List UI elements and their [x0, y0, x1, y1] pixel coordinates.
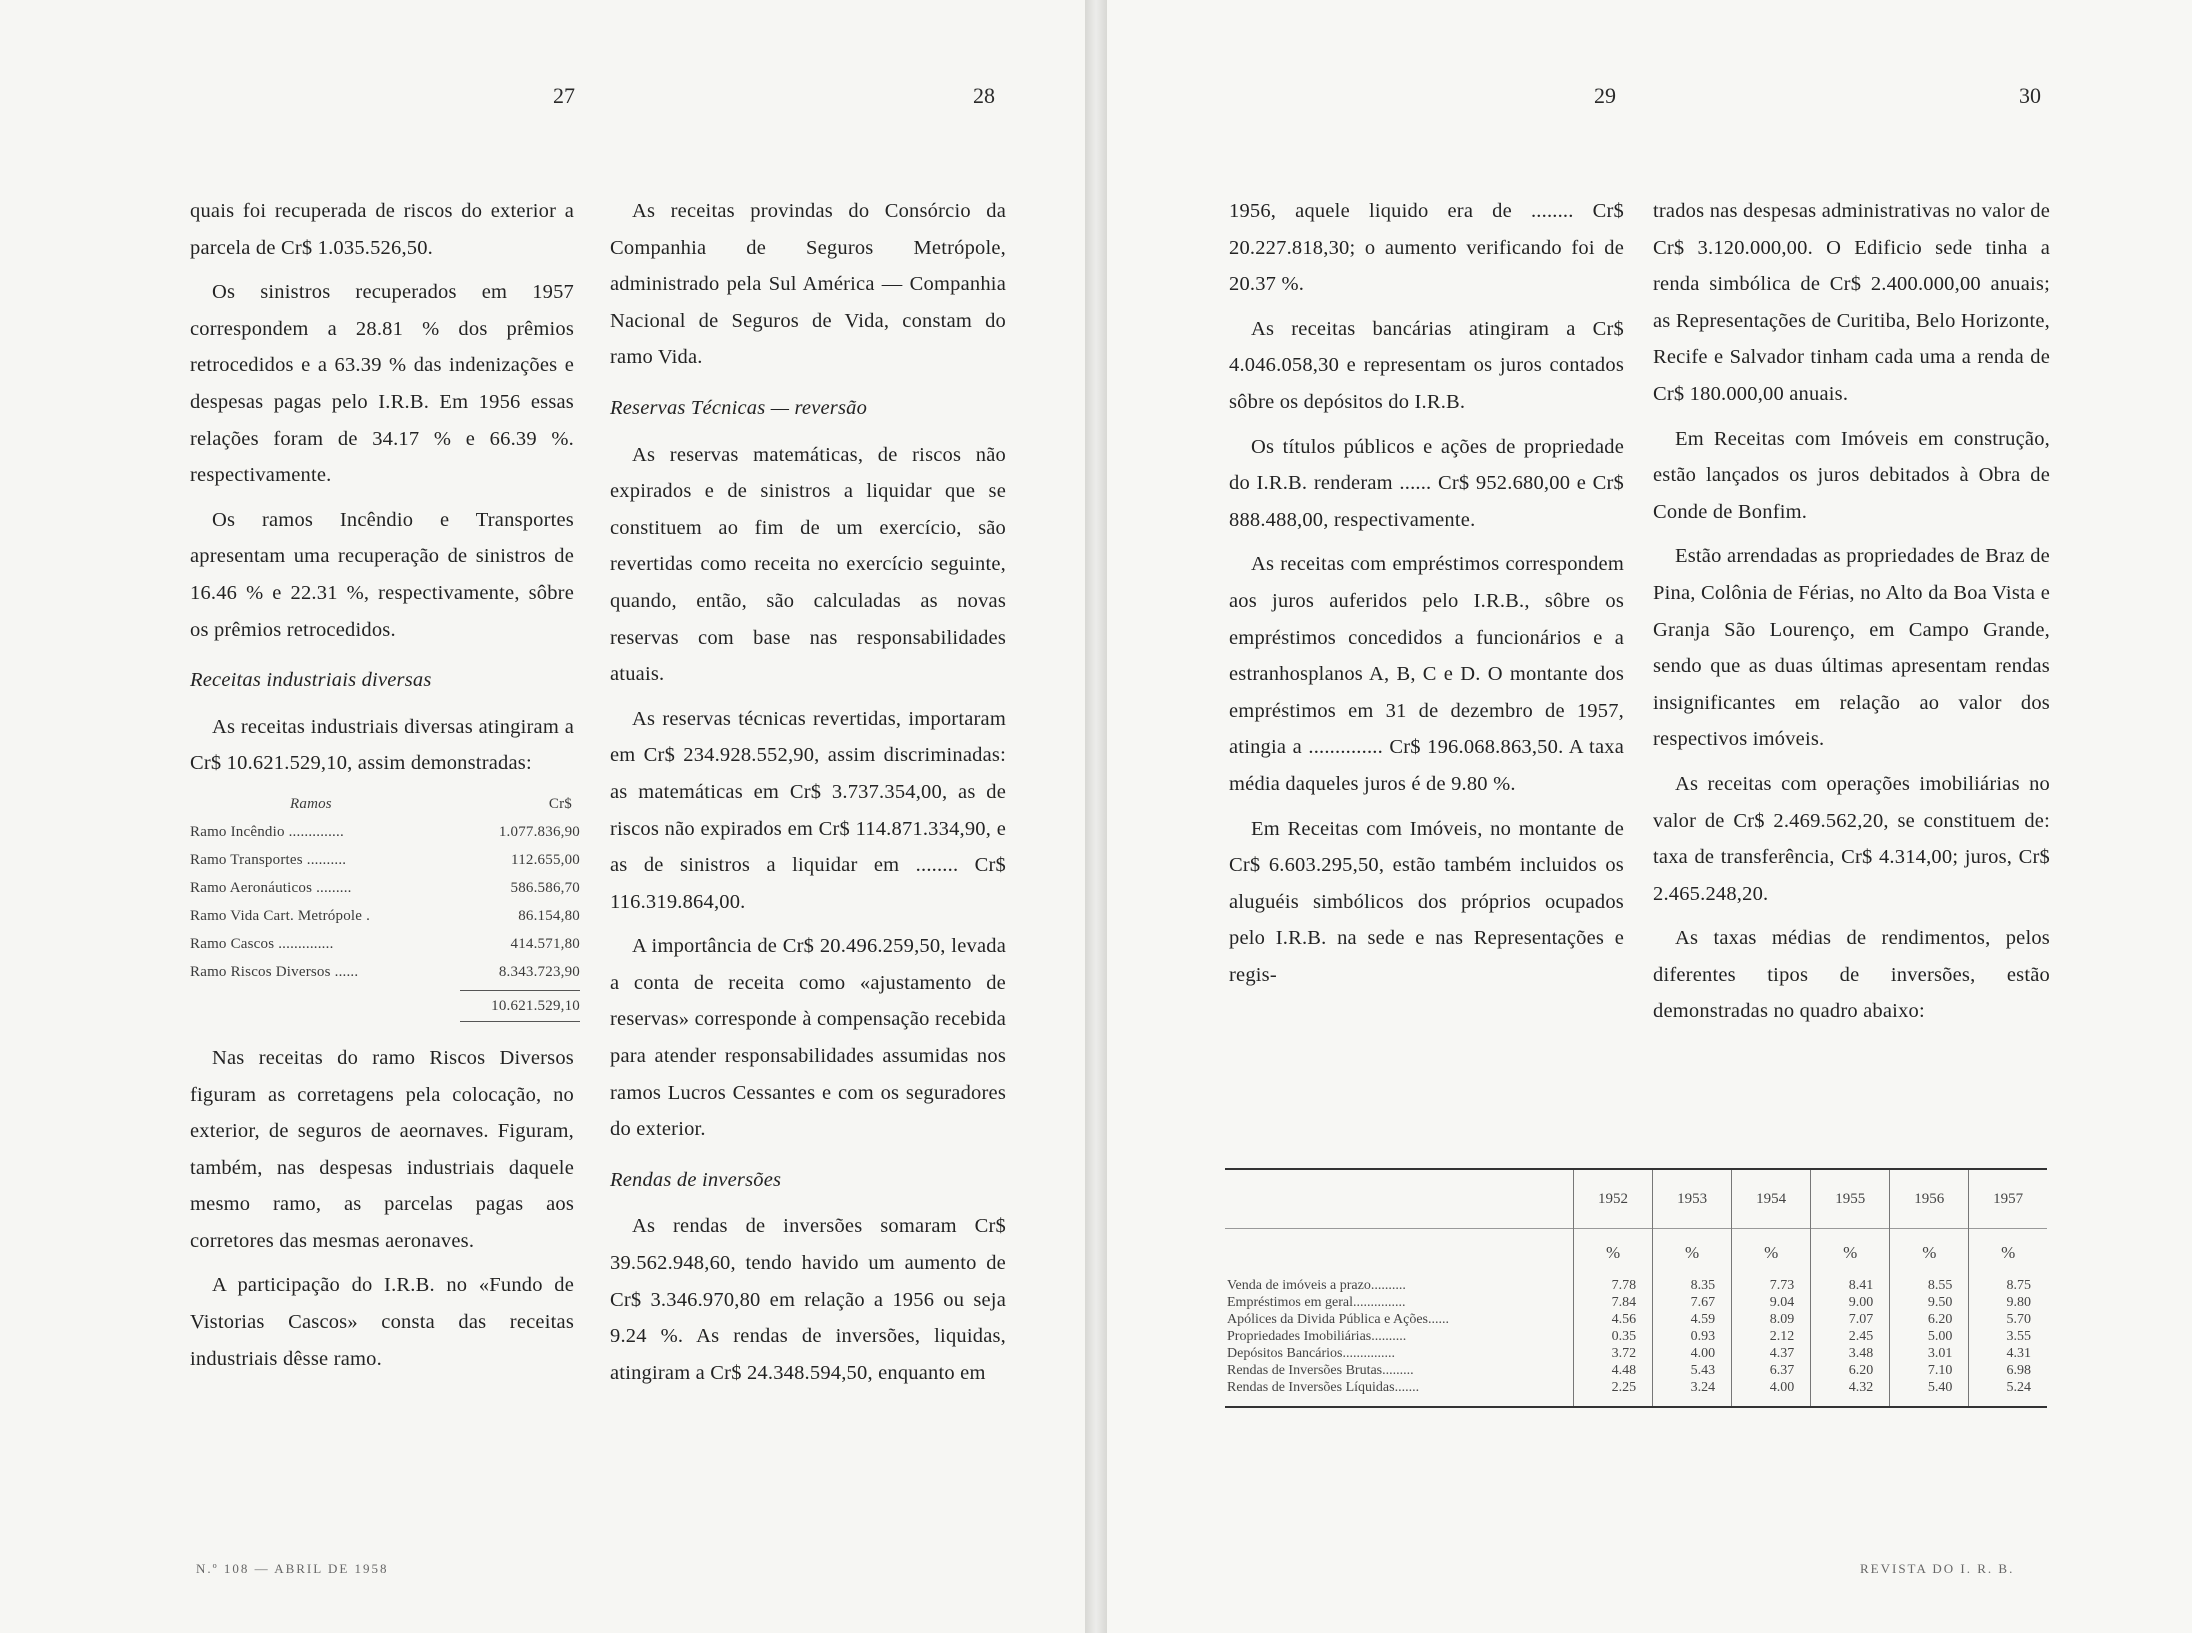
rate-value: 7.67: [1653, 1294, 1732, 1311]
ramos-row: [190, 846, 580, 874]
ramos-row: [190, 958, 580, 986]
page-number-28: 28: [973, 83, 995, 108]
ramos-value: 586.586,70: [510, 879, 580, 896]
rate-value: 2.12: [1732, 1328, 1811, 1345]
rate-value: 8.09: [1732, 1311, 1811, 1328]
rate-value: 3.01: [1890, 1345, 1969, 1362]
table-row: [1225, 1311, 2047, 1328]
rates-year-row: [1225, 1170, 2047, 1229]
table-row: [1225, 1328, 2047, 1345]
rate-value: 5.70: [1969, 1311, 2047, 1328]
paragraph: As receitas industriais diversas atingiram a Cr$ 10.621.529,10, assim demonstradas:: [190, 715, 574, 775]
table-row: [1225, 1379, 2047, 1406]
ramos-row: [190, 818, 580, 846]
year-header: 1952: [1574, 1170, 1653, 1229]
rate-value: 7.10: [1890, 1362, 1969, 1379]
unit-cell: %: [1732, 1229, 1811, 1278]
rate-label: Venda de imóveis a prazo..........: [1227, 1278, 1406, 1293]
unit-cell: %: [1811, 1229, 1890, 1278]
rate-value: 4.00: [1732, 1379, 1811, 1406]
paragraph: Os ramos Incêndio e Transportes apresentam uma recuperação de sinistros de 16.46 % e 22.31 %, respectivamente, sôbre os prêmios retrocedidos.: [190, 508, 574, 641]
rate-value: 6.37: [1732, 1362, 1811, 1379]
paragraph: Estão arrendadas as propriedades de Braz de Pina, Colônia de Férias, no Alto da Boa Vista e Granja São Lourenço, em Campo Grande, sendo que as duas últimas apresentam rendas insignificantes em relação ao valor dos respectivos imóveis.: [1653, 545, 2050, 751]
ramos-label: Ramo Cascos ..............: [190, 935, 334, 952]
rate-value: 7.07: [1811, 1311, 1890, 1328]
rates-table: [1225, 1168, 2047, 1408]
ramos-label: Ramo Riscos Diversos ......: [190, 963, 359, 980]
paragraph: A importância de Cr$ 20.496.259,50, levada a conta de receita como «ajustamento de reservas» corresponde à compensação recebida para atender responsabilidades assumidas nos ramos Lucros Cessantes e com os seguradores do exterior.: [610, 935, 1006, 1141]
ramos-row: [190, 874, 580, 902]
section-heading: Rendas de inversões: [610, 1168, 782, 1191]
year-header: 1953: [1653, 1170, 1732, 1229]
section-heading: Receitas industriais diversas: [190, 669, 432, 692]
paragraph: quais foi recuperada de riscos do exterior a parcela de Cr$ 1.035.526,50.: [190, 200, 574, 259]
paragraph: As receitas bancárias atingiram a Cr$ 4.046.058,30 e representam os juros contados sôbre os depósitos do I.R.B.: [1229, 317, 1624, 413]
rate-value: 9.50: [1890, 1294, 1969, 1311]
paragraph: As taxas médias de rendimentos, pelos diferentes tipos de inversões, estão demonstradas no quadro abaixo:: [1653, 927, 2050, 1023]
rate-label: Depósitos Bancários...............: [1227, 1346, 1395, 1361]
rate-value: 7.78: [1574, 1277, 1653, 1294]
paragraph: A participação do I.R.B. no «Fundo de Vistorias Cascos» consta das receitas industriais dêsse ramo.: [190, 1274, 574, 1370]
rate-value: 8.55: [1890, 1277, 1969, 1294]
rates-unit-row: [1225, 1229, 2047, 1278]
rates-body: [1225, 1277, 2047, 1406]
rate-value: 7.73: [1732, 1277, 1811, 1294]
rate-value: 4.48: [1574, 1362, 1653, 1379]
ramos-label: Ramo Vida Cart. Metrópole .: [190, 907, 371, 924]
paragraph: Os sinistros recuperados em 1957 correspondem a 28.81 % dos prêmios retrocedidos e a 63.39 % das indenizações e despesas pagas pelo I.R.B. Em 1956 essas relações foram de 34.17 % e 66.39 %. respectivamente.: [190, 281, 574, 487]
rate-value: 6.98: [1969, 1362, 2047, 1379]
ramos-total-row: [190, 986, 580, 1022]
rate-value: 4.00: [1653, 1345, 1732, 1362]
year-header: 1954: [1732, 1170, 1811, 1229]
rate-label: Apólices da Divida Pública e Ações......: [1227, 1312, 1450, 1327]
unit-cell: %: [1969, 1229, 2047, 1278]
rate-value: 4.56: [1574, 1311, 1653, 1328]
rate-value: 3.72: [1574, 1345, 1653, 1362]
ramos-label: Ramo Transportes ..........: [190, 851, 347, 868]
ramos-total: 10.621.529,10: [460, 990, 580, 1022]
rate-label: Rendas de Inversões Brutas.........: [1227, 1363, 1414, 1378]
page-number-30: 30: [2019, 83, 2041, 108]
rate-value: 5.43: [1653, 1362, 1732, 1379]
footer-journal: REVISTA DO I. R. B.: [1860, 1561, 2015, 1576]
currency-header: Cr$: [548, 795, 572, 812]
rate-value: 5.00: [1890, 1328, 1969, 1345]
paragraph: As receitas com empréstimos correspondem aos juros auferidos pelo I.R.B., sôbre os empréstimos concedidos a funcionários e a estranhosplanos A, B, C e D. O montante dos empréstimos em 31 de dezembro de 1957, atingia a .............. Cr$ 196.068.863,50. A taxa média daqueles juros é de 9.80 %.: [1229, 553, 1624, 795]
ramos-value: 112.655,00: [511, 851, 580, 868]
ramos-value: 86.154,80: [518, 907, 580, 924]
rate-value: 5.24: [1969, 1379, 2047, 1406]
rate-value: 6.20: [1890, 1311, 1969, 1328]
column-page-27: [190, 193, 580, 1385]
rate-value: 3.24: [1653, 1379, 1732, 1406]
unit-cell: %: [1574, 1229, 1653, 1278]
ramos-value: 414.571,80: [510, 935, 580, 952]
paragraph: As reservas matemáticas, de riscos não expirados e de sinistros a liquidar que se constituem ao fim de um exercício, são revertidas como receita no exercício seguinte, quando, então, são calculadas as novas reservas com base nas responsabilidades atuais.: [610, 443, 1006, 686]
paragraph: As receitas provindas do Consórcio da Companhia de Seguros Metrópole, administrado pela Sul América — Companhia Nacional de Seguros de Vida, constam do ramo Vida.: [610, 200, 1006, 369]
column-page-29: [1229, 193, 1624, 1001]
rate-value: 5.40: [1890, 1379, 1969, 1406]
rate-value: 3.55: [1969, 1328, 2047, 1345]
table-row: [1225, 1362, 2047, 1379]
table-row: [1225, 1294, 2047, 1311]
paragraph: Nas receitas do ramo Riscos Diversos figuram as corretagens pela colocação, no exterior, de seguros de aeornaves. Figuram, também, nas despesas industriais daquele mesmo ramo, as parcelas pagas aos corretores das mesmas aeronaves.: [190, 1046, 574, 1252]
rate-value: 0.93: [1653, 1328, 1732, 1345]
rate-label: Rendas de Inversões Líquidas.......: [1227, 1380, 1420, 1395]
paragraph: Os títulos públicos e ações de propriedade do I.R.B. renderam ...... Cr$ 952.680,00 e Cr$ 888.488,00, respectivamente.: [1229, 435, 1624, 531]
rate-value: 6.20: [1811, 1362, 1890, 1379]
ramos-table: [190, 790, 580, 1022]
book-gutter: [1085, 0, 1107, 1633]
rate-label: Empréstimos em geral...............: [1227, 1295, 1406, 1310]
table-row: [1225, 1277, 2047, 1294]
rate-value: 9.04: [1732, 1294, 1811, 1311]
rate-value: 8.75: [1969, 1277, 2047, 1294]
rate-value: 4.37: [1732, 1345, 1811, 1362]
column-page-28: [610, 193, 1006, 1399]
page-number-29: 29: [1594, 83, 1616, 108]
rate-value: 0.35: [1574, 1328, 1653, 1345]
paragraph: As receitas com operações imobiliárias no valor de Cr$ 2.469.562,20, se constituem de: taxa de transferência, Cr$ 4.314,00; juros, Cr$ 2.465.248,20.: [1653, 772, 2050, 905]
column-page-30: [1653, 193, 2050, 1038]
paragraph: Em Receitas com Imóveis em construção, estão lançados os juros debitados à Obra de Conde de Bonfim.: [1653, 427, 2050, 523]
table-row: [1225, 1345, 2047, 1362]
rate-value: 8.41: [1811, 1277, 1890, 1294]
ramos-label: Ramo Incêndio ..............: [190, 823, 344, 840]
rate-value: 9.00: [1811, 1294, 1890, 1311]
ramos-label: Ramo Aeronáuticos .........: [190, 879, 352, 896]
rate-value: 4.32: [1811, 1379, 1890, 1406]
year-header: 1957: [1969, 1170, 2047, 1229]
rate-label: Propriedades Imobiliárias..........: [1227, 1329, 1407, 1344]
year-header: 1955: [1811, 1170, 1890, 1229]
paragraph: 1956, aquele liquido era de ........ Cr$ 20.227.818,30; o aumento verificando foi de 20.37 %.: [1229, 200, 1624, 296]
paragraph: Em Receitas com Imóveis, no montante de Cr$ 6.603.295,50, estão também incluidos os aluguéis simbólicos dos próprios ocupados pelo I.R.B. na sede e nas Representações e regis-: [1229, 817, 1624, 986]
rate-value: 8.35: [1653, 1277, 1732, 1294]
rate-value: 2.25: [1574, 1379, 1653, 1406]
left-page: [0, 0, 1085, 1633]
ramos-header: Ramos: [290, 795, 332, 812]
rate-value: 9.80: [1969, 1294, 2047, 1311]
section-heading: Reservas Técnicas — reversão: [610, 396, 868, 419]
rate-value: 3.48: [1811, 1345, 1890, 1362]
ramos-value: 8.343.723,90: [498, 963, 580, 980]
rate-value: 2.45: [1811, 1328, 1890, 1345]
paragraph: trados nas despesas administrativas no valor de Cr$ 3.120.000,00. O Edificio sede tinha a renda simbólica de Cr$ 2.400.000,00 anuais; as Representações de Curitiba, Belo Horizonte, Recife e Salvador tinham cada uma a renda de Cr$ 180.000,00 anuais.: [1653, 200, 2050, 405]
rate-value: 4.31: [1969, 1345, 2047, 1362]
ramos-value: 1.077.836,90: [498, 823, 580, 840]
rate-value: 7.84: [1574, 1294, 1653, 1311]
ramos-row: [190, 930, 580, 958]
paragraph: As reservas técnicas revertidas, importaram em Cr$ 234.928.552,90, assim discriminadas: as matemáticas em Cr$ 3.737.354,00, as de riscos não expirados em Cr$ 114.871.334,90, e as de sinistros a liquidar em ........ Cr$ 116.319.864,00.: [610, 707, 1006, 913]
unit-cell: %: [1890, 1229, 1969, 1278]
footer-issue: N.º 108 — ABRIL DE 1958: [196, 1561, 389, 1576]
rate-value: 4.59: [1653, 1311, 1732, 1328]
year-header: 1956: [1890, 1170, 1969, 1229]
rates-corner-cell: [1225, 1170, 1574, 1229]
paragraph: As rendas de inversões somaram Cr$ 39.562.948,60, tendo havido um aumento de Cr$ 3.346.970,80 em relação a 1956 ou seja 9.24 %. As rendas de inversões, liquidas, atingiram a Cr$ 24.348.594,50, enquanto em: [610, 1215, 1006, 1384]
ramos-row: [190, 902, 580, 930]
page-number-27: 27: [553, 83, 575, 108]
unit-cell: %: [1653, 1229, 1732, 1278]
